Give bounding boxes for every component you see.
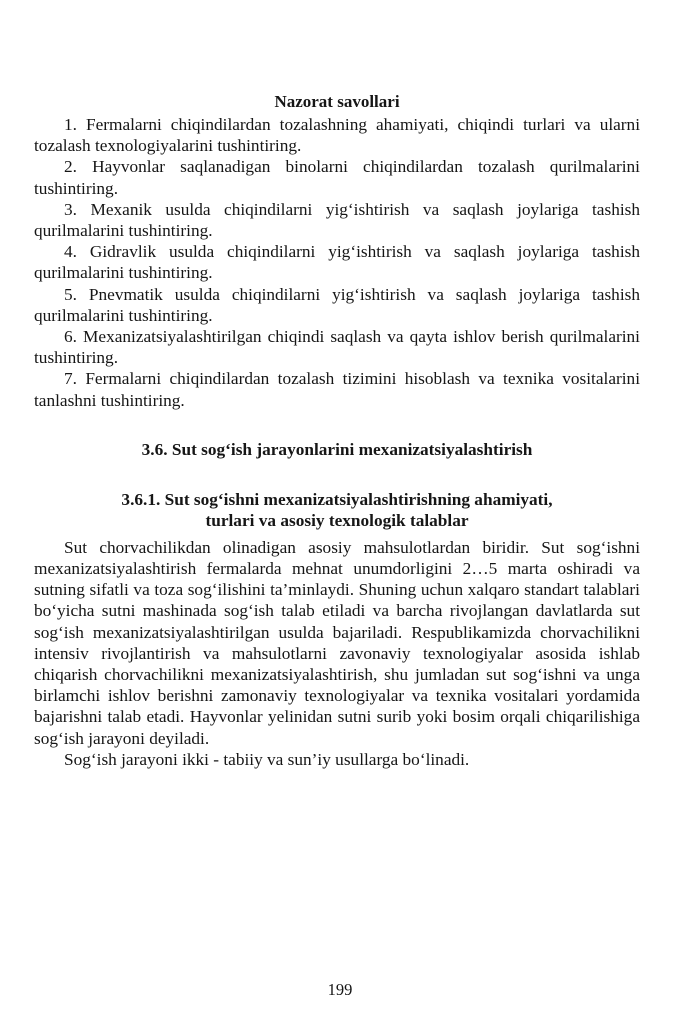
- page-content: [34, 90, 640, 770]
- question-item: 1. Fermalarni chiqindilardan tozalashning ahamiyati, chiqindi turlari va ularni tozalash texnologiyalarini tushintiring.: [34, 115, 640, 156]
- question-item: 4. Gidravlik usulda chiqindilarni yig‘ishtirish va saqlash joylariga tashish qurilmalarini tushintiring.: [34, 242, 640, 283]
- questions-list: [34, 114, 640, 411]
- question-item: 2. Hayvonlar saqlanadigan binolarni chiqindilardan tozalash qurilmalarini tushintiring.: [34, 157, 640, 198]
- subsection-title-line: turlari va asosiy texnologik talablar: [205, 511, 469, 531]
- subsection-title-line: 3.6.1. Sut sog‘ishni mexanizatsiyalashtirishning ahamiyati,: [121, 489, 553, 509]
- question-item: 5. Pnevmatik usulda chiqindilarni yig‘ishtirish va saqlash joylariga tashish qurilmalarini tushintiring.: [34, 284, 640, 325]
- body-text: [34, 537, 640, 770]
- question-item: 6. Mexanizatsiyalashtirilgan chiqindi saqlash va qayta ishlov berish qurilmalarini tushintiring.: [34, 327, 640, 368]
- question-item: 3. Mexanik usulda chiqindilarni yig‘ishtirish va saqlash joylariga tashish qurilmalarini tushintiring.: [34, 199, 640, 241]
- section-title: 3.6. Sut sog‘ish jarayonlarini mexanizatsiyalashtirish: [141, 439, 533, 459]
- page-number: 199: [327, 980, 353, 999]
- body-paragraph: Sut chorvachilikdan olinadigan asosiy mahsulotlardan biridir. Sut sog‘ishni mexanizatsiyalashtirish fermalarda mehnat unumdorligini 2…5 marta oshiradi va sutning sifatli va toza sog‘ilishini ta’minlaydi. Shuning uchun xalqaro standart talablari bo‘yicha sutni mashinada sog‘ish talab etiladi va barcha rivojlangan davlatlarda sut sog‘ish mexanizatsiyalashtirilgan usulda bajariladi. Respublikamizda chorvachilikni intensiv rivojlantirish va mahsulotlarni zavonaviy texnologiyalar asosida ishlab chiqarish chorvachilikni mexanizatsiyalashtirish, shu jumladan sut sog‘ishni va unga birlamchi ishlov berishni zamonaviy texnologiyalar va texnika vositalari yordamida bajarishni talab etadi. Hayvonlar yelinidan sutni surib yoki bosim orqali chiqarilishiga sog‘ish jarayoni deyiladi.: [34, 537, 640, 748]
- body-paragraph: Sog‘ish jarayoni ikki - tabiiy va sun’iy usullarga bo‘linadi.: [64, 749, 470, 769]
- subsection-title: [34, 489, 640, 532]
- questions-title: Nazorat savollari: [274, 92, 400, 111]
- question-item: 7. Fermalarni chiqindilardan tozalash tizimini hisoblash va texnika vositalarini tanlashni tushintiring.: [34, 369, 640, 410]
